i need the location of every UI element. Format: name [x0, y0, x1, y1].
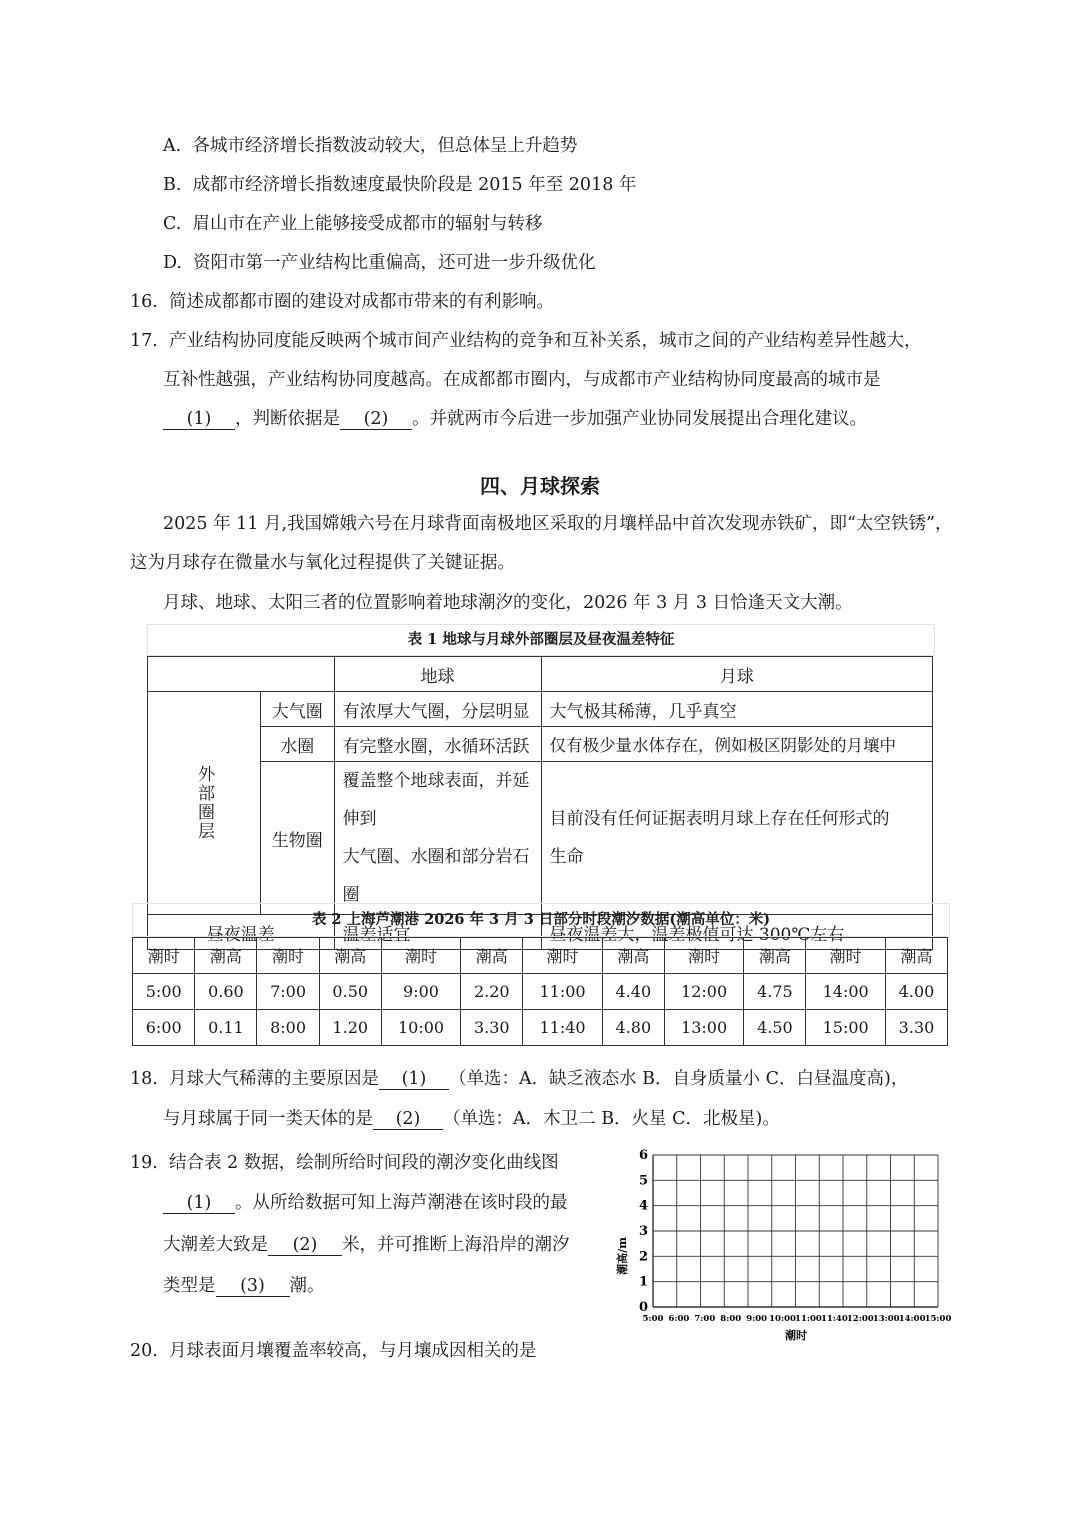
table-row [148, 727, 933, 762]
table2-caption: 表 2 上海芦潮港 2026 年 3 月 3 日部分时段潮汐数据(潮高单位：米) [132, 903, 950, 937]
question-number: 20. [130, 1341, 158, 1361]
table-cell: 9:00 [381, 974, 461, 1010]
table-row [148, 657, 933, 692]
earth-cell: 有完整水圈，水循环活跃 [334, 727, 541, 762]
question-19-line-2 [163, 1190, 568, 1216]
x-tick-label: 12:00 [846, 1314, 874, 1324]
question-17-line-1 [130, 328, 921, 354]
table-cell: 1.20 [319, 1010, 381, 1046]
x-tick-label: 11:40 [820, 1314, 848, 1324]
question-text: 米，并可推断上海沿岸的潮汐 [342, 1235, 570, 1255]
answer-blank[interactable]: (1) [163, 409, 235, 430]
table-cell: 8:00 [257, 1010, 319, 1046]
table-cell: 13:00 [664, 1010, 744, 1046]
table-row [148, 762, 933, 915]
y-tick-label: 5 [638, 1173, 648, 1189]
question-text: 。并就两市今后进一步加强产业协同发展提出合理化建议。 [412, 409, 867, 429]
moon-cell [541, 762, 933, 915]
question-text: 。从所给数据可知上海芦潮港在该时段的最 [235, 1193, 568, 1213]
question-19-line-3 [163, 1232, 570, 1258]
question-19-line-4 [163, 1273, 325, 1299]
y-tick-label: 1 [638, 1274, 648, 1290]
option-c [163, 211, 542, 237]
header-cell: 潮时 [133, 938, 195, 974]
x-tick-label: 5:00 [642, 1314, 664, 1324]
table-cell: 4.50 [744, 1010, 806, 1046]
x-axis-label: 潮时 [785, 1329, 807, 1342]
question-text: 结合表 2 数据，绘制所给时间段的潮汐变化曲线图 [168, 1153, 559, 1173]
answer-blank[interactable]: (2) [340, 409, 412, 430]
table-header-moon: 月球 [541, 657, 933, 692]
option-text: 各城市经济增长指数波动较大，但总体呈上升趋势 [192, 136, 578, 156]
table-cell: 6:00 [133, 1010, 195, 1046]
question-text: 与月球属于同一类天体的是 [163, 1109, 373, 1129]
table-cell: 3.30 [461, 1010, 523, 1046]
y-tick-label: 3 [638, 1224, 648, 1239]
option-text: 眉山市在产业上能够接受成都市的辐射与转移 [192, 214, 543, 234]
header-cell: 潮高 [744, 938, 806, 974]
table2 [132, 937, 948, 1046]
table-cell: 11:00 [523, 974, 603, 1010]
header-cell: 潮高 [461, 938, 523, 974]
question-text: 月球大气稀薄的主要原因是 [168, 1069, 379, 1089]
x-tick-label: 15:00 [924, 1314, 952, 1324]
x-tick-label: 14:00 [898, 1314, 926, 1324]
header-cell: 潮时 [381, 938, 461, 974]
x-tick-label: 7:00 [694, 1314, 716, 1324]
header-cell: 潮高 [195, 938, 257, 974]
answer-blank[interactable]: (2) [373, 1109, 443, 1130]
header-cell: 潮高 [885, 938, 947, 974]
answer-blank[interactable]: (1) [163, 1193, 235, 1214]
tide-drawing-grid[interactable] [612, 1140, 962, 1350]
table-header-earth: 地球 [334, 657, 541, 692]
header-cell: 潮时 [523, 938, 603, 974]
x-tick-label: 6:00 [668, 1314, 690, 1324]
y-tick-label: 6 [638, 1148, 648, 1163]
question-20 [130, 1338, 536, 1364]
x-tick-label: 11:00 [795, 1314, 822, 1324]
moon-cell-line: 目前没有任何证据表明月球上存在任何形式的 [549, 809, 890, 829]
x-axis-ticks [643, 1314, 952, 1324]
table-cell: 15:00 [806, 1010, 886, 1046]
moon-cell: 大气极其稀薄，几乎真空 [541, 692, 933, 727]
group-label [148, 692, 261, 915]
group-label-text: 外部圈层 [194, 765, 214, 841]
x-tick-label: 8:00 [720, 1314, 742, 1324]
x-tick-label: 13:00 [872, 1314, 900, 1324]
earth-cell [334, 762, 541, 915]
table-cell: 4.00 [885, 974, 947, 1010]
question-19-line-1 [130, 1150, 559, 1176]
section-title: 四、月球探索 [480, 474, 600, 498]
table-cell: 4.75 [744, 974, 806, 1010]
question-text: （单选：A．缺乏液态水 B．自身质量小 C．白昼温度高)， [448, 1069, 909, 1089]
intro-paragraph-1-cont: 这为月球存在微量水与氧化过程提供了关键证据。 [130, 553, 515, 573]
question-text: 类型是 [163, 1276, 216, 1296]
header-cell: 潮时 [257, 938, 319, 974]
y-axis-label: 潮高/m [616, 1237, 629, 1275]
question-17-line-2: 互补性越强，产业结构协同度越高。在成都都市圈内，与成都市产业结构协同度最高的城市是 [163, 370, 881, 390]
option-letter: B. [163, 175, 182, 195]
table-cell: 4.80 [602, 1010, 664, 1046]
grid-lines [653, 1155, 938, 1307]
answer-blank[interactable]: (1) [379, 1069, 449, 1090]
y-tick-label: 2 [638, 1249, 648, 1265]
question-text: 月球表面月壤覆盖率较高，与月壤成因相关的是 [168, 1341, 537, 1361]
table-cell: 2.20 [461, 974, 523, 1010]
moon-cell: 昼夜温差大，温差极值可达 300℃左右 [541, 915, 933, 950]
y-tick-label: 0 [638, 1300, 648, 1315]
header-cell: 潮时 [664, 938, 744, 974]
question-17-line-3 [163, 406, 867, 432]
question-text: ，判断依据是 [235, 409, 340, 429]
table-cell: 7:00 [257, 974, 319, 1010]
question-18-line-1 [130, 1066, 908, 1092]
intro-paragraph-2: 月球、地球、太阳三者的位置影响着地球潮汐的变化，2026 年 3 月 3 日恰逢天文大潮。 [163, 593, 853, 613]
question-text: 潮。 [289, 1276, 325, 1296]
option-a [163, 133, 577, 159]
intro-paragraph-1: 2025 年 11 月,我国嫦娥六号在月球背面南极地区采取的月壤样品中首次发现赤铁矿，即“太空铁锈”， [163, 514, 953, 534]
option-text: 资阳市第一产业结构比重偏高，还可进一步升级优化 [193, 253, 596, 273]
question-18-line-2 [163, 1106, 780, 1132]
earth-cell-line: 覆盖整个地球表面，并延伸到 [342, 771, 530, 829]
question-text: 简述成都都市圈的建设对成都市带来的有利影响。 [168, 292, 554, 312]
option-letter: C. [163, 214, 182, 234]
y-tick-label: 4 [638, 1198, 648, 1214]
option-letter: D. [163, 253, 182, 273]
table-cell: 0.50 [319, 974, 381, 1010]
question-16 [130, 289, 554, 315]
question-text: 大潮差大致是 [163, 1235, 268, 1255]
table-header-row [133, 938, 948, 974]
table-cell: 0.11 [195, 1010, 257, 1046]
header-cell: 潮高 [602, 938, 664, 974]
answer-blank[interactable]: (3) [216, 1276, 290, 1297]
row-name: 昼夜温差 [148, 915, 335, 950]
header-cell: 潮时 [806, 938, 886, 974]
earth-cell: 有浓厚大气圈，分层明显 [334, 692, 541, 727]
earth-cell: 温差适宜 [334, 915, 541, 950]
header-cell: 潮高 [319, 938, 381, 974]
table-cell: 5:00 [133, 974, 195, 1010]
row-name: 大气圈 [261, 692, 335, 727]
table-row [133, 1010, 948, 1046]
table-row [133, 974, 948, 1010]
table1-caption: 表 1 地球与月球外部圈层及昼夜温差特征 [147, 624, 935, 656]
table-cell: 10:00 [381, 1010, 461, 1046]
question-number: 19. [130, 1153, 158, 1173]
table-cell: 12:00 [664, 974, 744, 1010]
earth-cell-line: 大气圈、水圈和部分岩石圈 [342, 847, 530, 905]
question-text: 产业结构协同度能反映两个城市间产业结构的竞争和互补关系，城市之间的产业结构差异性越大， [168, 331, 922, 351]
row-name: 生物圈 [261, 762, 335, 915]
question-number: 16. [130, 292, 158, 312]
table-cell [148, 657, 335, 692]
table-cell: 11:40 [523, 1010, 603, 1046]
table-cell: 14:00 [806, 974, 886, 1010]
question-text: （单选：A．木卫二 B．火星 C．北极星)。 [443, 1109, 780, 1129]
row-name: 水圈 [261, 727, 335, 762]
table-cell: 0.60 [195, 974, 257, 1010]
table-cell: 3.30 [885, 1010, 947, 1046]
option-text: 成都市经济增长指数速度最快阶段是 2015 年至 2018 年 [192, 175, 637, 195]
option-d [163, 250, 596, 276]
answer-blank[interactable]: (2) [268, 1235, 342, 1256]
option-letter: A. [163, 136, 182, 156]
table-cell: 4.40 [602, 974, 664, 1010]
option-b [163, 172, 636, 198]
x-tick-label: 10:00 [769, 1314, 796, 1324]
moon-cell: 仅有极少量水体存在，例如极区阴影处的月壤中 [541, 727, 933, 762]
question-number: 17. [130, 331, 158, 351]
question-number: 18. [130, 1069, 158, 1089]
moon-cell-line: 生命 [549, 847, 584, 867]
y-axis-ticks [639, 1148, 648, 1315]
table-row [148, 692, 933, 727]
x-tick-label: 9:00 [746, 1314, 768, 1324]
